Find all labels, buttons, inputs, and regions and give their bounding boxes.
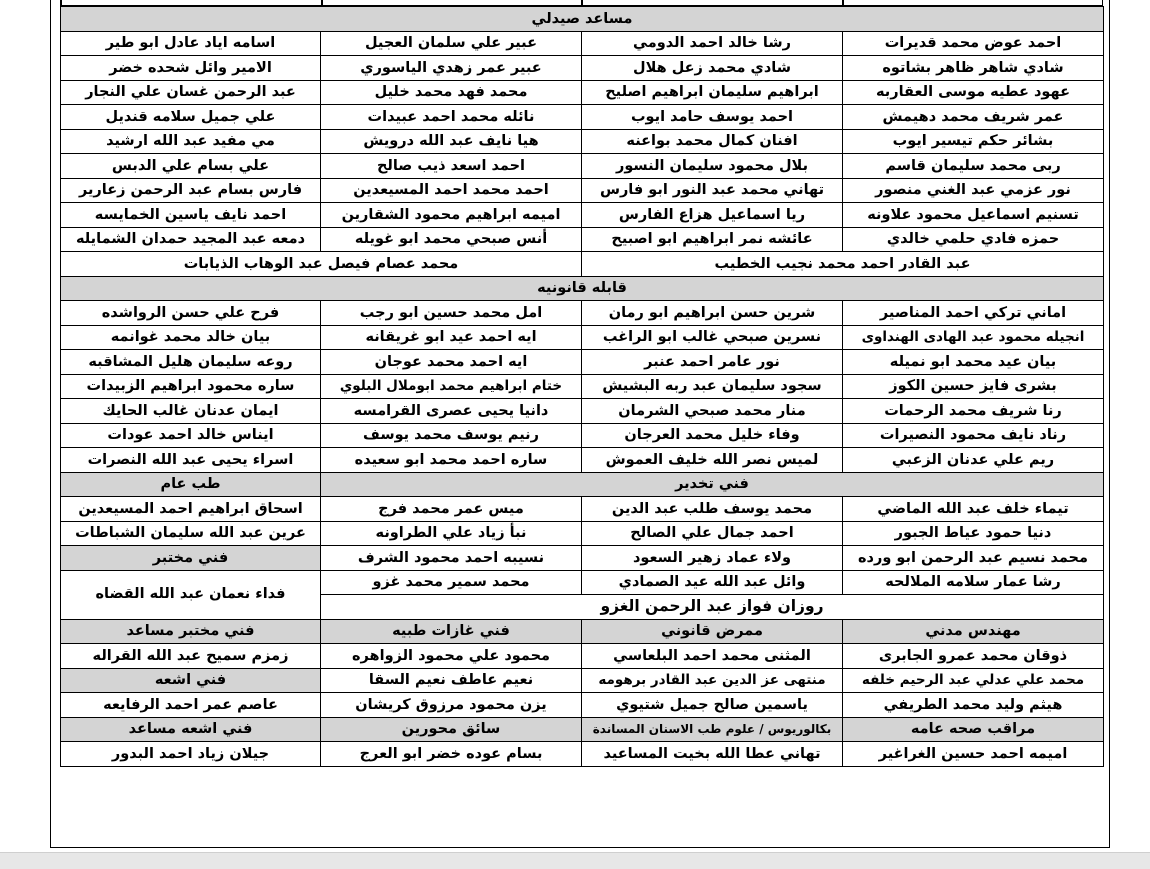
name-cell: روعه سليمان هليل المشاقبه — [61, 350, 321, 375]
name-cell: ريم علي عدنان الزعبي — [843, 448, 1104, 473]
name-cell: احمد جمال علي الصالح — [582, 521, 843, 546]
name-cell: ميس عمر محمد فرج — [321, 497, 582, 522]
section-header-row — [61, 7, 1104, 32]
name-cell: افنان كمال محمد بواعنه — [582, 129, 843, 154]
name-cell: عبد الرحمن غسان علي النجار — [61, 80, 321, 105]
name-cell: هيا نايف عبد الله درويش — [321, 129, 582, 154]
name-cell: عاصم عمر احمد الرفايعه — [61, 693, 321, 718]
name-cell: عبير علي سلمان العجيل — [321, 31, 582, 56]
name-cell: رشا خالد احمد الدومي — [582, 31, 843, 56]
name-cell: يزن محمود مرزوق كريشان — [321, 693, 582, 718]
table-row — [61, 80, 1104, 105]
section-header: مراقب صحه عامه — [843, 717, 1104, 742]
name-cell: سجود سليمان عبد ربه البشيش — [582, 374, 843, 399]
name-cell: نسيبه احمد محمود الشرف — [321, 546, 582, 571]
name-cell: احمد يوسف حامد ايوب — [582, 105, 843, 130]
section-header: طب عام — [61, 472, 321, 497]
table-row — [61, 570, 1104, 595]
table-row — [61, 325, 1104, 350]
name-cell: نور عامر احمد عنبر — [582, 350, 843, 375]
name-cell: احمد محمد احمد المسيعدين — [321, 178, 582, 203]
table-row — [61, 668, 1104, 693]
name-cell: تهاني عطا الله بخيت المساعيد — [582, 742, 843, 767]
name-cell: محمد سمير محمد غزو — [321, 570, 582, 595]
name-cell: علي جميل سلامه قنديل — [61, 105, 321, 130]
name-cell: لميس نصر الله خليف العموش — [582, 448, 843, 473]
name-cell: ساره احمد محمد ابو سعيده — [321, 448, 582, 473]
name-cell: وائل عبد الله عيد الصمادي — [582, 570, 843, 595]
name-cell: ايمان عدنان غالب الحايك — [61, 399, 321, 424]
table-row — [61, 301, 1104, 326]
table-row — [61, 448, 1104, 473]
name-cell: نعيم عاطف نعيم السقا — [321, 668, 582, 693]
viewer-bottom-bar — [0, 852, 1150, 869]
name-cell: عمر شريف محمد دهيمش — [843, 105, 1104, 130]
name-cell: حمزه فادي حلمي خالدي — [843, 227, 1104, 252]
section-header-row — [61, 472, 1104, 497]
name-cell: عائشه نمر ابراهيم ابو اصبيح — [582, 227, 843, 252]
table-row — [61, 129, 1104, 154]
section-header-row — [61, 619, 1104, 644]
name-cell: عبير عمر زهدي الياسوري — [321, 56, 582, 81]
name-cell: احمد عوض محمد قديرات — [843, 31, 1104, 56]
block-anesthesia — [61, 472, 1104, 619]
name-cell: نائله محمد احمد عبيدات — [321, 105, 582, 130]
name-cell: فارس بسام عبد الرحمن زعارير — [61, 178, 321, 203]
name-cell: رناد نايف محمود النصيرات — [843, 423, 1104, 448]
name-cell: ذوقان محمد عمرو الجابرى — [843, 644, 1104, 669]
section-header-row — [61, 717, 1104, 742]
name-cell: أنس صبحي محمد ابو غويله — [321, 227, 582, 252]
name-cell: اسامه اياد عادل ابو طير — [61, 31, 321, 56]
table-row — [61, 423, 1104, 448]
section-header-row — [61, 276, 1104, 301]
name-cell: شادي شاهر ظاهر بشاتوه — [843, 56, 1104, 81]
table-row — [61, 252, 1104, 277]
name-cell: بشائر حكم تيسير ايوب — [843, 129, 1104, 154]
table-row — [61, 374, 1104, 399]
block-misc — [61, 619, 1104, 766]
section-header: بكالوريوس / علوم طب الاسنان المساندة — [582, 717, 843, 742]
name-cell: شادي محمد زعل هلال — [582, 56, 843, 81]
table-row — [61, 227, 1104, 252]
name-cell: انجيله محمود عبد الهادى الهنداوى — [843, 325, 1104, 350]
section-header: مساعد صيدلي — [61, 7, 1104, 32]
name-cell: بيان عيد محمد ابو نميله — [843, 350, 1104, 375]
name-cell: عبد القادر احمد محمد نجيب الخطيب — [582, 252, 1104, 277]
name-cell: ياسمين صالح جميل شتيوي — [582, 693, 843, 718]
section-header: قابله قانونيه — [61, 276, 1104, 301]
name-cell: شرين حسن ابراهيم ابو رمان — [582, 301, 843, 326]
name-cell: نبأ زياد علي الطراونه — [321, 521, 582, 546]
name-cell: ربى محمد سليمان قاسم — [843, 154, 1104, 179]
name-cell: محمد يوسف طلب عبد الدين — [582, 497, 843, 522]
table-row — [61, 31, 1104, 56]
name-cell: عهود عطيه موسى العقاربه — [843, 80, 1104, 105]
section-header: فني تخدير — [321, 472, 1104, 497]
name-cell: بشرى فايز حسين الكوز — [843, 374, 1104, 399]
table-row — [61, 154, 1104, 179]
name-cell: ابراهيم سليمان ابراهيم اصليح — [582, 80, 843, 105]
table-row — [61, 546, 1104, 571]
name-cell: امل محمد حسين ابو رجب — [321, 301, 582, 326]
name-cell: محمد علي عدلي عبد الرحيم خلفه — [843, 668, 1104, 693]
name-cell: بيان خالد محمد غوانمه — [61, 325, 321, 350]
table-row — [61, 497, 1104, 522]
name-cell: هيثم وليد محمد الطريفي — [843, 693, 1104, 718]
name-cell: رنيم يوسف محمد يوسف — [321, 423, 582, 448]
name-cell: دنيا حمود عياط الجبور — [843, 521, 1104, 546]
name-cell: بلال محمود سليمان النسور — [582, 154, 843, 179]
name-cell: اماني تركي احمد المناصير — [843, 301, 1104, 326]
name-cell: ايه احمد عيد ابو غريقانه — [321, 325, 582, 350]
name-cell: عرين عبد الله سليمان الشباطات — [61, 521, 321, 546]
roster-table — [60, 6, 1104, 767]
table-row — [61, 178, 1104, 203]
name-cell: اسراء يحيى عبد الله النصرات — [61, 448, 321, 473]
name-cell: محمد فهد محمد خليل — [321, 80, 582, 105]
name-cell: زمزم سميح عبد الله القراله — [61, 644, 321, 669]
name-cell: بسام عوده خضر ابو العرج — [321, 742, 582, 767]
name-cell: تيماء خلف عبد الله الماضي — [843, 497, 1104, 522]
name-cell: رشا عمار سلامه الملالحه — [843, 570, 1104, 595]
section-header: فني غازات طبيه — [321, 619, 582, 644]
name-cell: ايناس خالد احمد عودات — [61, 423, 321, 448]
name-cell: ايه احمد محمد عوجان — [321, 350, 582, 375]
table-row — [61, 350, 1104, 375]
name-cell: احمد اسعد ذيب صالح — [321, 154, 582, 179]
table-row — [61, 521, 1104, 546]
name-cell: تهاني محمد عبد النور ابو فارس — [582, 178, 843, 203]
table-row — [61, 56, 1104, 81]
name-cell: نور عزمي عبد الغني منصور — [843, 178, 1104, 203]
table-row — [61, 399, 1104, 424]
name-cell: علي بسام علي الدبس — [61, 154, 321, 179]
name-cell: محمد نسيم عبد الرحمن ابو ورده — [843, 546, 1104, 571]
section-header: فني مختبر مساعد — [61, 619, 321, 644]
table-row — [61, 644, 1104, 669]
name-cell: مي مفيد عبد الله ارشيد — [61, 129, 321, 154]
name-cell: اميمه ابراهيم محمود الشقارين — [321, 203, 582, 228]
name-cell: المثنى محمد احمد البلعاسي — [582, 644, 843, 669]
name-cell: فرح علي حسن الرواشده — [61, 301, 321, 326]
name-cell: وفاء خليل محمد العرجان — [582, 423, 843, 448]
section-header: سائق محورين — [321, 717, 582, 742]
name-cell: روزان فواز عبد الرحمن الغزو — [321, 595, 1104, 620]
name-cell: دمعه عبد المجيد حمدان الشمايله — [61, 227, 321, 252]
name-cell: تسنيم اسماعيل محمود علاونه — [843, 203, 1104, 228]
name-cell: اسحاق ابراهيم احمد المسيعدين — [61, 497, 321, 522]
section-header: فني اشعه — [61, 668, 321, 693]
name-cell: منتهى عز الدين عبد القادر برهومه — [582, 668, 843, 693]
name-cell: ولاء عماد زهير السعود — [582, 546, 843, 571]
name-cell: فداء نعمان عبد الله القضاه — [61, 570, 321, 619]
name-cell: ساره محمود ابراهيم الزبيدات — [61, 374, 321, 399]
name-cell: محمود علي محمود الزواهره — [321, 644, 582, 669]
roster-body — [61, 7, 1104, 473]
section-header: مهندس مدني — [843, 619, 1104, 644]
section-header: فني مختبر — [61, 546, 321, 571]
name-cell: دانيا يحيى عصرى القرامسه — [321, 399, 582, 424]
name-cell: الامير وائل شحده خضر — [61, 56, 321, 81]
table-row — [61, 742, 1104, 767]
name-cell: منار محمد صبحي الشرمان — [582, 399, 843, 424]
name-cell: اميمه احمد حسين الغراغير — [843, 742, 1104, 767]
table-row — [61, 693, 1104, 718]
name-cell: ريا اسماعيل هزاع الفارس — [582, 203, 843, 228]
name-cell: رنا شريف محمد الرحمات — [843, 399, 1104, 424]
name-cell: جيلان زياد احمد البدور — [61, 742, 321, 767]
table-row — [61, 203, 1104, 228]
name-cell: نسرين صبحي غالب ابو الراغب — [582, 325, 843, 350]
name-cell: احمد نايف ياسين الخمايسه — [61, 203, 321, 228]
name-cell: محمد عصام فيصل عبد الوهاب الذيابات — [61, 252, 582, 277]
name-cell: ختام ابراهيم محمد ابوملال البلوي — [321, 374, 582, 399]
section-header: ممرض قانوني — [582, 619, 843, 644]
table-row — [61, 105, 1104, 130]
section-header: فني اشعه مساعد — [61, 717, 321, 742]
